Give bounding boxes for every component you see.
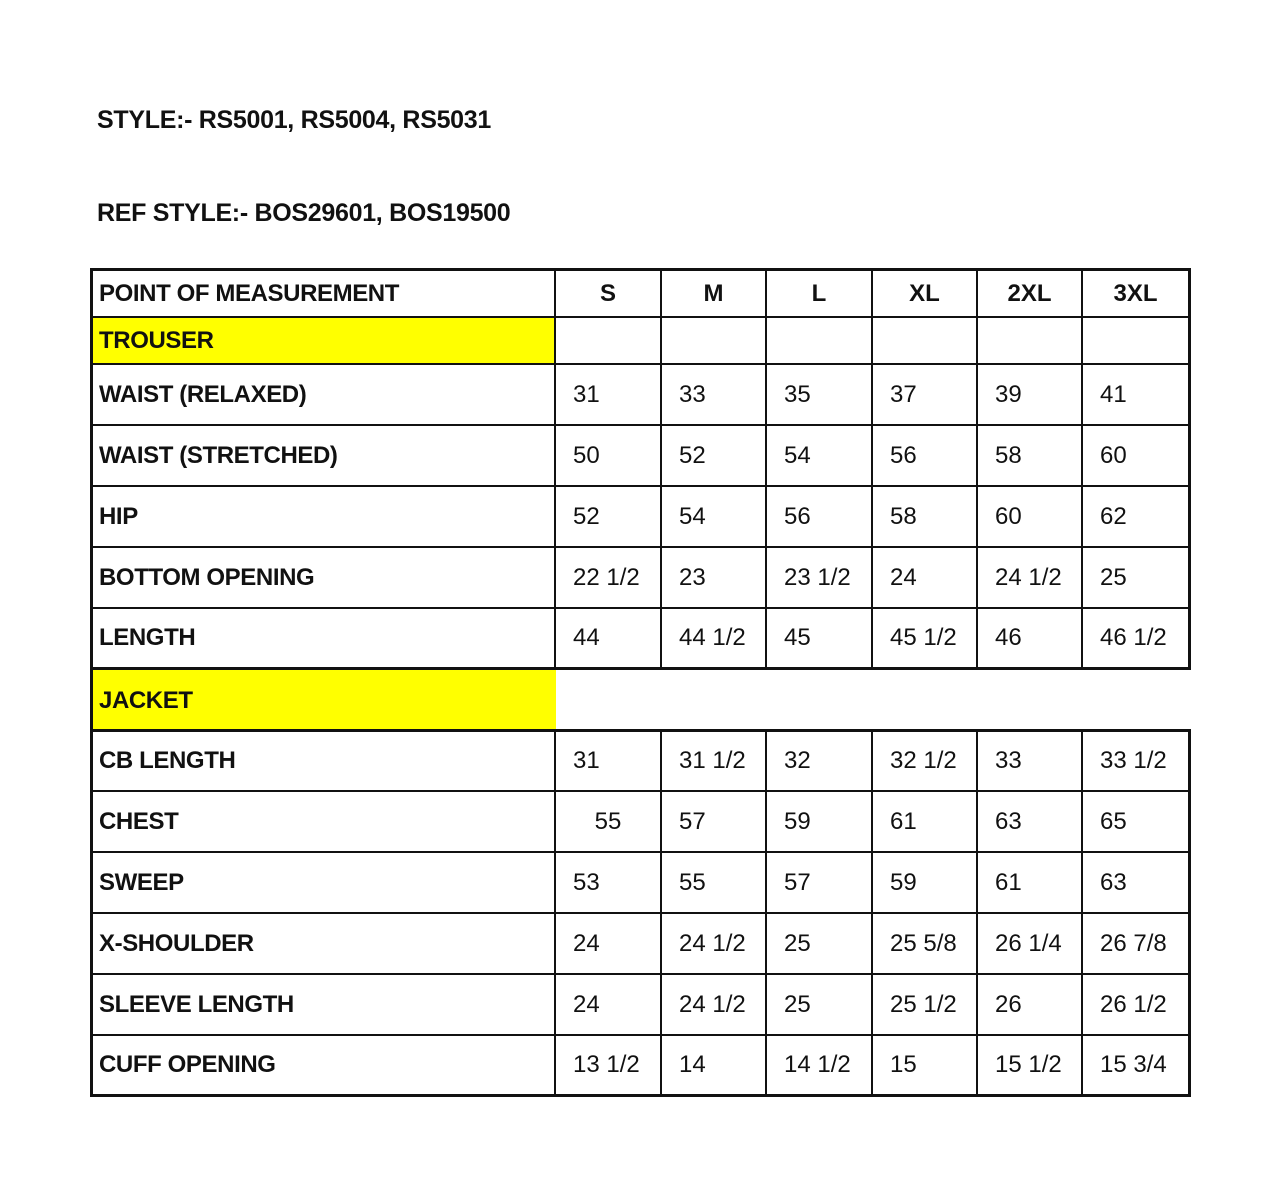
column-header-size: S xyxy=(556,268,662,318)
empty-cell xyxy=(978,318,1083,365)
row-label: WAIST (STRETCHED) xyxy=(90,426,556,487)
row-label: SWEEP xyxy=(90,853,556,914)
size-value: 55 xyxy=(662,853,767,914)
size-value: 25 xyxy=(1083,548,1191,609)
section-label: TROUSER xyxy=(90,318,556,365)
row-label: CUFF OPENING xyxy=(90,1036,556,1097)
size-value: 25 5/8 xyxy=(873,914,978,975)
size-value: 26 xyxy=(978,975,1083,1036)
empty-cell xyxy=(767,318,873,365)
size-value: 44 1/2 xyxy=(662,609,767,670)
size-value: 15 1/2 xyxy=(978,1036,1083,1097)
size-value: 45 xyxy=(767,609,873,670)
row-label: HIP xyxy=(90,487,556,548)
empty-cell xyxy=(662,318,767,365)
size-value: 54 xyxy=(662,487,767,548)
size-value: 24 xyxy=(556,914,662,975)
row-label: LENGTH xyxy=(90,609,556,670)
size-value: 55 xyxy=(556,792,662,853)
size-value: 53 xyxy=(556,853,662,914)
size-value: 24 xyxy=(556,975,662,1036)
size-value: 63 xyxy=(1083,853,1191,914)
size-value: 32 1/2 xyxy=(873,731,978,792)
size-value: 37 xyxy=(873,365,978,426)
size-value: 60 xyxy=(1083,426,1191,487)
size-value: 35 xyxy=(767,365,873,426)
row-label: CHEST xyxy=(90,792,556,853)
size-value: 41 xyxy=(1083,365,1191,426)
size-value: 14 xyxy=(662,1036,767,1097)
size-value: 33 1/2 xyxy=(1083,731,1191,792)
size-value: 57 xyxy=(662,792,767,853)
size-value: 26 1/4 xyxy=(978,914,1083,975)
size-value: 39 xyxy=(978,365,1083,426)
size-value: 50 xyxy=(556,426,662,487)
column-header-size: XL xyxy=(873,268,978,318)
size-value: 65 xyxy=(1083,792,1191,853)
size-value: 46 xyxy=(978,609,1083,670)
size-value: 44 xyxy=(556,609,662,670)
size-value: 26 1/2 xyxy=(1083,975,1191,1036)
column-header-size: 2XL xyxy=(978,268,1083,318)
size-value: 31 xyxy=(556,365,662,426)
size-value: 54 xyxy=(767,426,873,487)
size-value: 56 xyxy=(873,426,978,487)
row-label: SLEEVE LENGTH xyxy=(90,975,556,1036)
row-label: WAIST (RELAXED) xyxy=(90,365,556,426)
size-value: 60 xyxy=(978,487,1083,548)
size-value: 58 xyxy=(873,487,978,548)
column-header-measurement: POINT OF MEASUREMENT xyxy=(90,268,556,318)
empty-cell xyxy=(873,318,978,365)
size-value: 32 xyxy=(767,731,873,792)
size-value: 33 xyxy=(662,365,767,426)
size-value: 14 1/2 xyxy=(767,1036,873,1097)
size-value: 15 3/4 xyxy=(1083,1036,1191,1097)
size-value: 24 1/2 xyxy=(662,975,767,1036)
measurement-table xyxy=(90,268,1191,1097)
size-value: 52 xyxy=(662,426,767,487)
size-value: 45 1/2 xyxy=(873,609,978,670)
size-value: 59 xyxy=(767,792,873,853)
size-value: 25 xyxy=(767,975,873,1036)
size-value: 24 1/2 xyxy=(662,914,767,975)
reference-style-numbers: REF STYLE:- BOS29601, BOS19500 xyxy=(97,199,511,227)
size-value: 56 xyxy=(767,487,873,548)
size-value: 31 1/2 xyxy=(662,731,767,792)
size-value: 23 1/2 xyxy=(767,548,873,609)
column-header-size: L xyxy=(767,268,873,318)
size-value: 26 7/8 xyxy=(1083,914,1191,975)
size-value: 33 xyxy=(978,731,1083,792)
size-value: 46 1/2 xyxy=(1083,609,1191,670)
column-header-size: M xyxy=(662,268,767,318)
size-value: 52 xyxy=(556,487,662,548)
size-value: 23 xyxy=(662,548,767,609)
style-numbers: STYLE:- RS5001, RS5004, RS5031 xyxy=(97,106,491,134)
size-value: 25 xyxy=(767,914,873,975)
row-label: X-SHOULDER xyxy=(90,914,556,975)
size-value: 15 xyxy=(873,1036,978,1097)
column-header-size: 3XL xyxy=(1083,268,1191,318)
size-value: 62 xyxy=(1083,487,1191,548)
section-label: JACKET xyxy=(90,670,556,731)
empty-cell xyxy=(556,318,662,365)
size-value: 57 xyxy=(767,853,873,914)
size-value: 13 1/2 xyxy=(556,1036,662,1097)
row-label: CB LENGTH xyxy=(90,731,556,792)
empty-cell xyxy=(1083,318,1191,365)
row-label: BOTTOM OPENING xyxy=(90,548,556,609)
size-value: 22 1/2 xyxy=(556,548,662,609)
size-value: 61 xyxy=(978,853,1083,914)
size-value: 61 xyxy=(873,792,978,853)
size-value: 58 xyxy=(978,426,1083,487)
size-value: 31 xyxy=(556,731,662,792)
size-value: 25 1/2 xyxy=(873,975,978,1036)
size-value: 63 xyxy=(978,792,1083,853)
size-value: 24 xyxy=(873,548,978,609)
size-value: 59 xyxy=(873,853,978,914)
size-value: 24 1/2 xyxy=(978,548,1083,609)
